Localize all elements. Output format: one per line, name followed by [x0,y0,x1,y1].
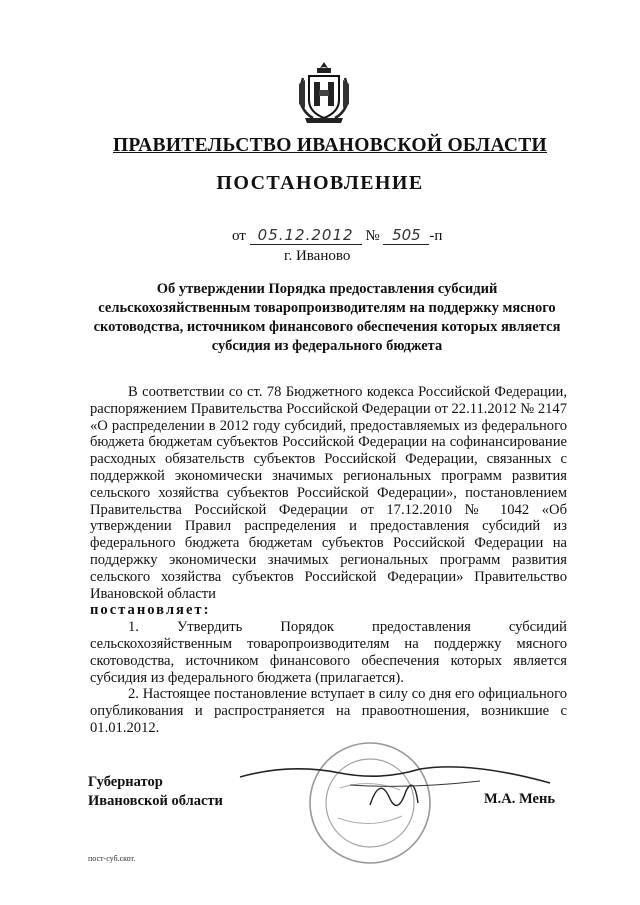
document-type: ПОСТАНОВЛЕНИЕ [216,172,424,194]
document-date: 05.12.2012 [250,226,362,245]
document-number: 505 [383,226,429,245]
item-2: 2. Настоящее постановление вступает в силу со дня его официального опубликования и распространяется на правоотношения, возникшие с 01.01.2012. [90,686,567,736]
signatory-name: М.А. Мень [484,791,555,807]
coat-of-arms-icon [295,60,353,126]
organization-title: ПРАВИТЕЛЬСТВО ИВАНОВСКОЙ ОБЛАСТИ [112,135,548,156]
preamble-paragraph: В соответствии со ст. 78 Бюджетного кодекса Российской Федерации, распоряжением Правительства Российской Федерации от 22.11.2012 № 2147 «О распределении в 2012 году субсидий, предоставляемых из федерального бюджета бюджетам субъектов Российской Федерации на софинансирование расходных обязательств субъектов Российской Федерации, связанных с поддержкой экономически значимых региональных программ развития сельского хозяйства субъектов Российской Федерации», постановлением Правительства Российской Федерации от 17.12.2010 № 1042 «Об утверждении Правил распределения и предоставления субсидий из федерального бюджета бюджетам субъектов Российской Федерации на поддержку экономически значимых региональных программ развития сельского хозяйства субъектов Российской Федерации» Правительство Ивановской области [90,384,568,602]
number-sign: № [365,228,380,244]
date-number-line [232,226,442,245]
date-prefix: от [232,228,246,244]
decree-word: постановляет: [90,602,211,619]
item-1: 1. Утвердить Порядок предоставления субсидий сельскохозяйственным товаропроизводителям на поддержку мясного скотоводства, источником финансового обеспечения которых является субсидия из федерального бюджета (прилагается). [90,619,567,686]
position-line-2: Ивановской области [88,792,223,809]
handwritten-signature [230,755,560,825]
city: г. Иваново [284,248,351,264]
footer-code: пост-суб.скот. [88,854,136,863]
document-body [90,384,567,737]
position-line-1: Губернатор [88,774,163,790]
signatory-position [88,773,223,810]
number-suffix: -п [429,228,443,244]
document-heading: Об утверждении Порядка предоставления субсидий сельскохозяйственным товаропроизводителям на поддержку мясного скотоводства, источником финансового обеспечения которых является субсидия из федерального бюджета [93,281,561,354]
